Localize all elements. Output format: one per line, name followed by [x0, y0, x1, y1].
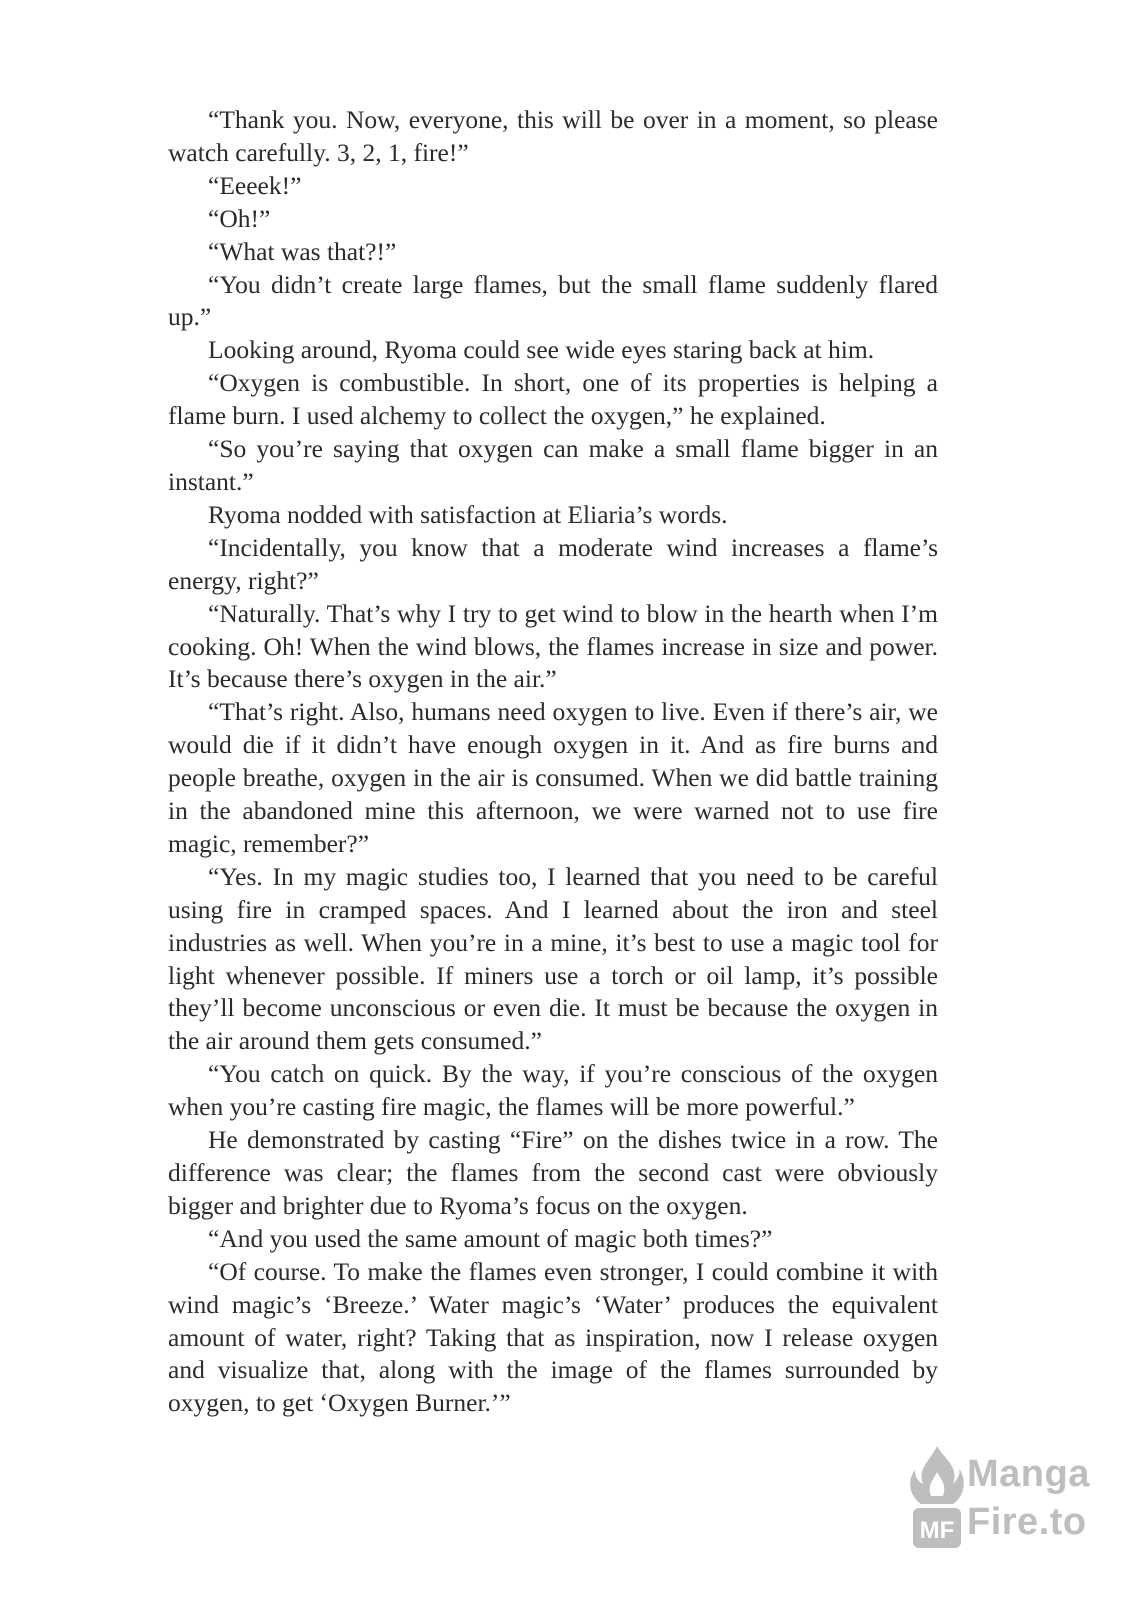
paragraph: “Thank you. Now, everyone, this will be over in a moment, so please watch carefully. 3, 2, 1, fire!” [168, 105, 938, 167]
flame-logo-icon [907, 1438, 967, 1558]
watermark-line2: Fire.to [967, 1501, 1087, 1543]
watermark-line1: Manga [967, 1453, 1090, 1495]
paragraph: “Incidentally, you know that a moderate wind increases a flame’s energy, right?” [168, 532, 938, 595]
paragraph: “Oxygen is combustible. In short, one of its properties is helping a flame burn. I used alchemy to collect the oxygen,” he explained. [168, 368, 938, 431]
watermark [903, 1432, 1090, 1572]
paragraph: “Eeeek!” [208, 170, 302, 200]
paragraph: Ryoma nodded with satisfaction at Eliaria’s words. [208, 499, 728, 529]
paragraph: “And you used the same amount of magic both times?” [208, 1223, 773, 1253]
watermark-text [967, 1450, 1090, 1546]
svg-text:MF: MF [919, 1517, 955, 1544]
paragraph: “You catch on quick. By the way, if you’re conscious of the oxygen when you’re casting fire magic, the flames will be more powerful.” [168, 1059, 938, 1122]
paragraph: “Naturally. That’s why I try to get wind to blow in the hearth when I’m cooking. Oh! When the wind blows, the flames increase in size and power. It’s because there’s oxygen in the air.” [168, 598, 938, 694]
paragraph: “What was that?!” [208, 236, 397, 266]
paragraph: “Of course. To make the flames even stronger, I could combine it with wind magic’s ‘Breeze.’ Water magic’s ‘Water’ produces the equivalent amount of water, right? Taking that as inspiration, now I release oxygen and visualize that, along with the image of the flames surrounded by oxygen, to get ‘Oxygen Burner.’” [168, 1256, 938, 1418]
paragraph: “Yes. In my magic studies too, I learned that you need to be careful using fire in cramped spaces. And I learned about the iron and steel industries as well. When you’re in a mine, it’s best to use a magic tool for light whenever possible. If miners use a torch or oil lamp, it’s possible they’ll become unconscious or even die. It must be because the oxygen in the air around them gets consumed.” [168, 861, 938, 1056]
paragraph: He demonstrated by casting “Fire” on the dishes twice in a row. The difference was clear; the flames from the second cast were obviously bigger and brighter due to Ryoma’s focus on the oxygen. [168, 1125, 938, 1220]
paragraph: “That’s right. Also, humans need oxygen to live. Even if there’s air, we would die if it didn’t have enough oxygen in it. And as fire burns and people breathe, oxygen in the air is consumed. When we did battle training in the abandoned mine this afternoon, we were warned not to use fire magic, remember?” [168, 697, 938, 858]
body-text [168, 104, 938, 1420]
paragraph: Looking around, Ryoma could see wide eyes staring back at him. [208, 335, 875, 365]
paragraph: “So you’re saying that oxygen can make a small flame bigger in an instant.” [168, 434, 938, 496]
paragraph: “Oh!” [208, 203, 271, 233]
paragraph: “You didn’t create large flames, but the small flame suddenly flared up.” [168, 269, 938, 332]
